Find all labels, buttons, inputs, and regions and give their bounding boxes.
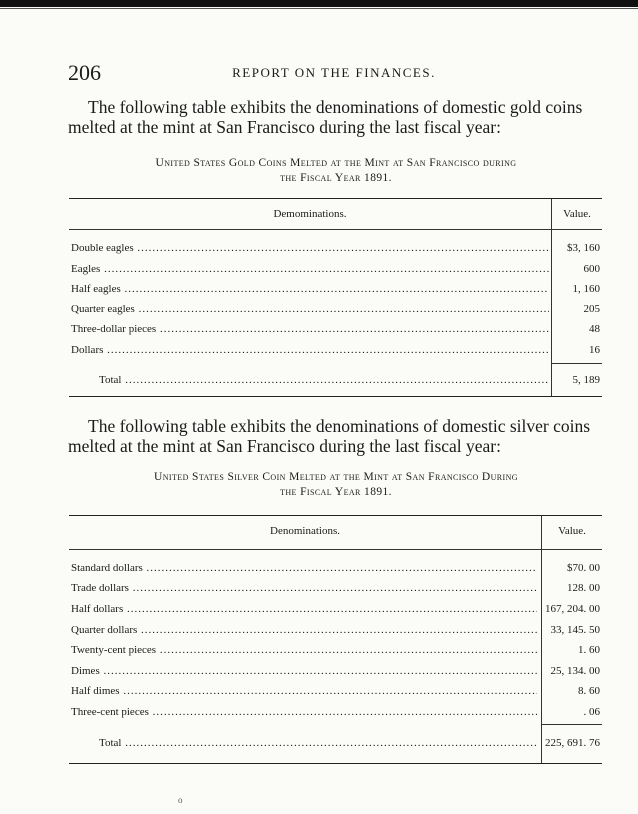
table-row: [69, 579, 602, 597]
row-label: Dollars .....: [71, 341, 549, 359]
total-value: 5, 189: [572, 374, 600, 386]
silver-table: [69, 515, 602, 764]
row-label: Three-cent pieces .....: [71, 703, 537, 721]
row-label: Dimes .....: [71, 662, 537, 680]
row-value: 205: [583, 303, 600, 315]
gold-col-header-value: Value.: [563, 208, 591, 220]
table-row: [69, 300, 602, 318]
silver-header-rule: [69, 549, 602, 550]
table-row: [69, 239, 602, 257]
row-value: 8. 60: [578, 685, 600, 697]
table-row: [69, 341, 602, 359]
total-label: Total .....: [99, 371, 549, 389]
row-value: 16: [589, 344, 600, 356]
table-row: [69, 641, 602, 659]
gold-header-rule: [69, 229, 602, 230]
silver-col-header-value: Value.: [558, 525, 586, 537]
table-row: [69, 600, 602, 618]
gold-table: [69, 198, 602, 397]
silver-title-line-2: the Fiscal Year 1891.: [280, 486, 392, 498]
row-label: Double eagles .....: [71, 239, 549, 257]
row-value: 167, 204. 00: [545, 603, 600, 615]
table-row: [69, 662, 602, 680]
row-value: 1. 60: [578, 644, 600, 656]
row-value: 1, 160: [572, 283, 600, 295]
row-label: Half eagles .....: [71, 280, 549, 298]
silver-col-header-denominations: Denominations.: [270, 525, 340, 537]
table-row: [69, 703, 602, 721]
table-row: [69, 280, 602, 298]
silver-total-rule: [541, 724, 602, 725]
table-row: [69, 682, 602, 700]
row-label: Half dollars .....: [71, 600, 537, 618]
row-label: Quarter dollars .....: [71, 621, 537, 639]
table-row: [69, 621, 602, 639]
row-label: Trade dollars .....: [71, 579, 537, 597]
silver-column-divider: [541, 516, 542, 763]
row-value: 33, 145. 50: [550, 624, 600, 636]
row-label: Twenty-cent pieces .....: [71, 641, 537, 659]
row-value: $70. 00: [567, 562, 600, 574]
gold-title-line-2: the Fiscal Year 1891.: [280, 172, 392, 184]
table-row: [69, 260, 602, 278]
row-value: 600: [583, 263, 600, 275]
gold-total-rule: [551, 363, 602, 364]
page-top-rule: [0, 8, 638, 9]
gold-table-title: [66, 156, 606, 186]
total-row: [69, 371, 602, 389]
row-value: $3, 160: [567, 242, 600, 254]
page-number: 206: [68, 60, 101, 85]
row-label: Half dimes .....: [71, 682, 537, 700]
row-label: Standard dollars .....: [71, 559, 537, 577]
row-label: Three-dollar pieces .....: [71, 320, 549, 338]
silver-table-title: [66, 470, 606, 500]
gold-title-line-1: United States Gold Coins Melted at the Mint at San Francisco during: [155, 157, 517, 169]
total-value: 225, 691. 76: [545, 737, 600, 749]
table-row: [69, 320, 602, 338]
row-value: . 06: [583, 706, 600, 718]
silver-intro-paragraph: The following table exhibits the denominations of domestic silver coins melted at the mint at San Francisco during the last fiscal year:: [68, 416, 591, 456]
row-value: 128. 00: [567, 582, 600, 594]
silver-title-line-1: United States Silver Coin Melted at the Mint at San Francisco During: [154, 471, 518, 483]
row-value: 48: [589, 323, 600, 335]
row-label: Quarter eagles .....: [71, 300, 549, 318]
page-header: [68, 60, 600, 84]
row-label: Eagles .....: [71, 260, 549, 278]
gold-intro-paragraph: The following table exhibits the denominations of domestic gold coins melted at the mint at San Francisco during the last fiscal year:: [68, 97, 583, 137]
table-row: [69, 559, 602, 577]
row-value: 25, 134. 00: [550, 665, 600, 677]
running-head: REPORT ON THE FINANCES.: [232, 65, 436, 80]
total-row: [69, 734, 602, 752]
page-top-border: [0, 0, 638, 7]
total-label: Total .....: [99, 734, 537, 752]
stray-mark: o: [178, 795, 183, 805]
gold-col-header-denominations: Demominations.: [273, 208, 347, 220]
